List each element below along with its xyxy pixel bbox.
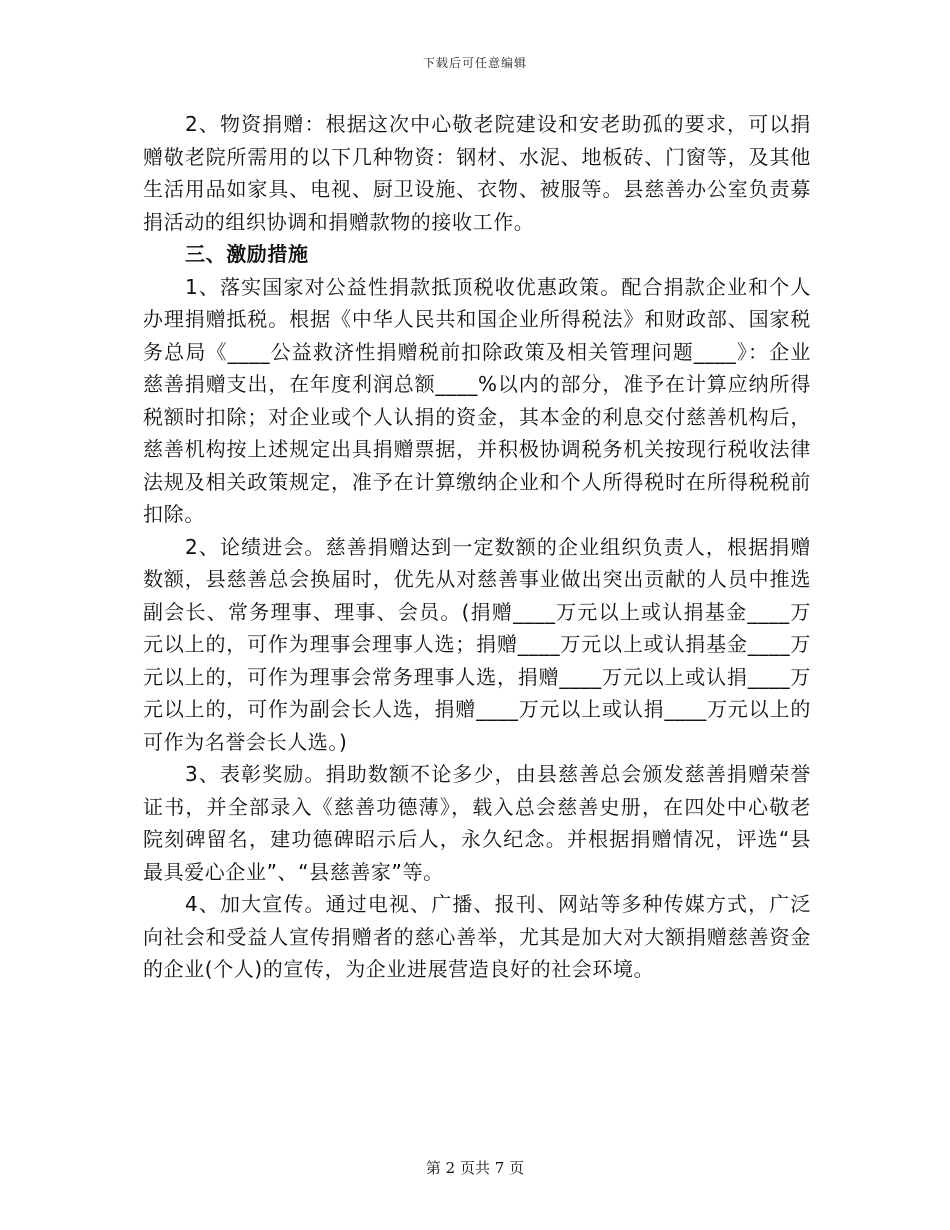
paragraph-publicity: 4、加大宣传。通过电视、广播、报刊、网站等多种传媒方式，广泛向社会和受益人宣传捐赠者的慈心善举，尤其是加大对大额捐赠慈善资金的企业(个人)的宣传，为企业进展营造良好的社会环境。 bbox=[143, 892, 811, 981]
paragraph-material-donation: 2、物资捐赠：根据这次中心敬老院建设和安老助孤的要求，可以捐赠敬老院所需用的以下几种物资：钢材、水泥、地板砖、门窗等，及其他生活用品如家具、电视、厨卫设施、衣物、被服等。县慈善办公室负责募捐活动的组织协调和捐赠款物的接收工作。 bbox=[143, 112, 811, 234]
page-number: 第 2 页共 7 页 bbox=[425, 1159, 525, 1177]
paragraph-tax-policy: 1、落实国家对公益性捐款抵顶税收优惠政策。配合捐款企业和个人办理捐赠抵税。根据《中华人民共和国企业所得税法》和财政部、国家税务总局《____公益救济性捐赠税前扣除政策及相关管理问题____》：企业慈善捐赠支出，在年度利润总额____%以内的部分，准予在计算应纳所得税额时扣除；对企业或个人认捐的资金，其本金的利息交付慈善机构后，慈善机构按上述规定出具捐赠票据，并积极协调税务机关按现行税收法律法规及相关政策规定，准予在计算缴纳企业和个人所得税时在所得税税前扣除。 bbox=[143, 274, 811, 526]
page-header: 下载后可任意编辑 bbox=[422, 56, 527, 70]
paragraph-commendation: 3、表彰奖励。捐助数额不论多少，由县慈善总会颁发慈善捐赠荣誉证书，并全部录入《慈善功德薄》，载入总会慈善史册，在四处中心敬老院刻碑留名，建功德碑昭示后人，永久纪念。并根据捐赠情况，评选“县最具爱心企业”、“县慈善家”等。 bbox=[143, 762, 811, 884]
section-heading-incentives: 三、激励措施 bbox=[185, 242, 309, 266]
paragraph-merit-membership: 2、论绩进会。慈善捐赠达到一定数额的企业组织负责人，根据捐赠数额，县慈善总会换届时，优先从对慈善事业做出突出贡献的人员中推选副会长、常务理事、理事、会员。(捐赠____万元以上或认捐基金____万元以上的，可作为理事会理事人选；捐赠____万元以上或认捐基金____万元以上的，可作为理事会常务理事人选，捐赠____万元以上或认捐____万元以上的，可作为副会长人选，捐赠____万元以上或认捐____万元以上的可作为名誉会长人选。) bbox=[143, 534, 811, 754]
document-body bbox=[143, 108, 811, 986]
